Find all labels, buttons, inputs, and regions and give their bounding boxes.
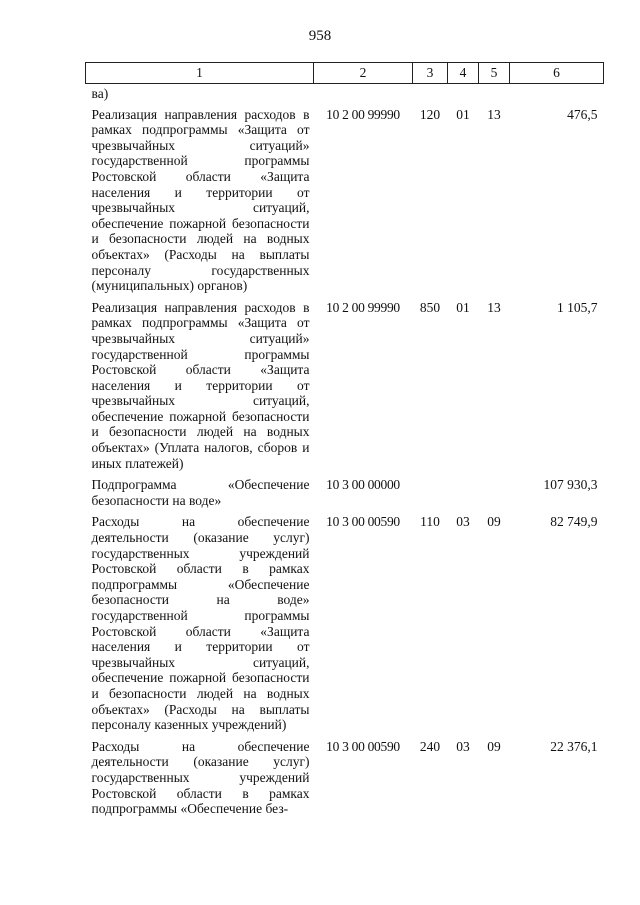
row-code: 10 3 00 00590 — [326, 514, 400, 530]
column-header-sum: 6 — [510, 63, 604, 84]
row-rz — [448, 474, 479, 511]
row-name: Расходы на обеспечение деятельности (оказание услуг) государственных учреждений Ростовской области в рамках подпрограммы «Обеспечение безопасности на воде» государственной программы Ростовской области «Защита населения и территории от чрезвычайных ситуаций, обеспечение пожарной безопасности и безопасности людей на водных объектах» (Расходы на выплаты персоналу казенных учреждений) — [91, 514, 310, 733]
row-rz: 03 — [456, 514, 470, 530]
row-vr: 110 — [420, 514, 440, 530]
row-sum: 22 376,1 — [550, 738, 598, 754]
row-pr: 09 — [487, 738, 501, 754]
row-pr: 13 — [487, 299, 501, 315]
table-row — [86, 736, 604, 820]
continuation-row — [86, 84, 604, 104]
row-vr: 120 — [419, 106, 441, 122]
column-header-code: 2 — [314, 63, 413, 84]
row-rz: 01 — [456, 106, 470, 122]
column-header-vr: 3 — [413, 63, 448, 84]
column-header-name: 1 — [86, 63, 314, 84]
page-number: 958 — [308, 28, 332, 44]
row-code: 10 3 00 00000 — [326, 477, 400, 493]
row-vr: 850 — [419, 299, 441, 315]
table-row — [86, 297, 604, 475]
row-sum: 107 930,3 — [543, 477, 598, 493]
row-sum: 1 105,7 — [557, 299, 598, 315]
row-rz: 01 — [456, 299, 470, 315]
column-header-rz: 4 — [448, 63, 479, 84]
row-rz: 03 — [456, 738, 470, 754]
row-vr: 240 — [419, 738, 441, 754]
column-header-pr: 5 — [479, 63, 510, 84]
row-name: Расходы на обеспечение деятельности (оказание услуг) государственных учреждений Ростовской области в рамках подпрограммы «Обеспечение без- — [91, 738, 310, 817]
row-pr — [479, 474, 510, 511]
row-pr: 09 — [487, 514, 501, 530]
row-sum: 476,5 — [567, 106, 598, 122]
row-code: 10 3 00 00590 — [326, 738, 400, 754]
continuation-text: ва) — [91, 86, 109, 101]
row-pr: 13 — [487, 106, 501, 122]
budget-table — [85, 62, 604, 820]
row-vr — [413, 474, 448, 511]
table-row — [86, 511, 604, 735]
row-name: Реализация направления расходов в рамках подпрограммы «Защита от чрезвычайных ситуаций» государственной программы Ростовской области «Защита населения и территории от чрезвычайных ситуаций, обеспечение пожарной безопасности и безопасности людей на водных объектах» (Расходы на выплаты персоналу государственных (муниципальных) органов) — [91, 106, 310, 294]
row-sum: 82 749,9 — [550, 514, 598, 530]
row-code: 10 2 00 99990 — [326, 106, 400, 122]
row-code: 10 2 00 99990 — [326, 299, 400, 315]
table-header-row — [86, 63, 604, 84]
row-name: Реализация направления расходов в рамках подпрограммы «Защита от чрезвычайных ситуаций» государственной программы Ростовской области «Защита населения и территории от чрезвычайных ситуаций, обеспечение пожарной безопасности и безопасности людей на водных объектах» (Уплата налогов, сборов и иных платежей) — [91, 299, 310, 471]
table-row — [86, 104, 604, 297]
row-name: Подпрограмма «Обеспечение безопасности на воде» — [91, 477, 310, 508]
table-row — [86, 474, 604, 511]
